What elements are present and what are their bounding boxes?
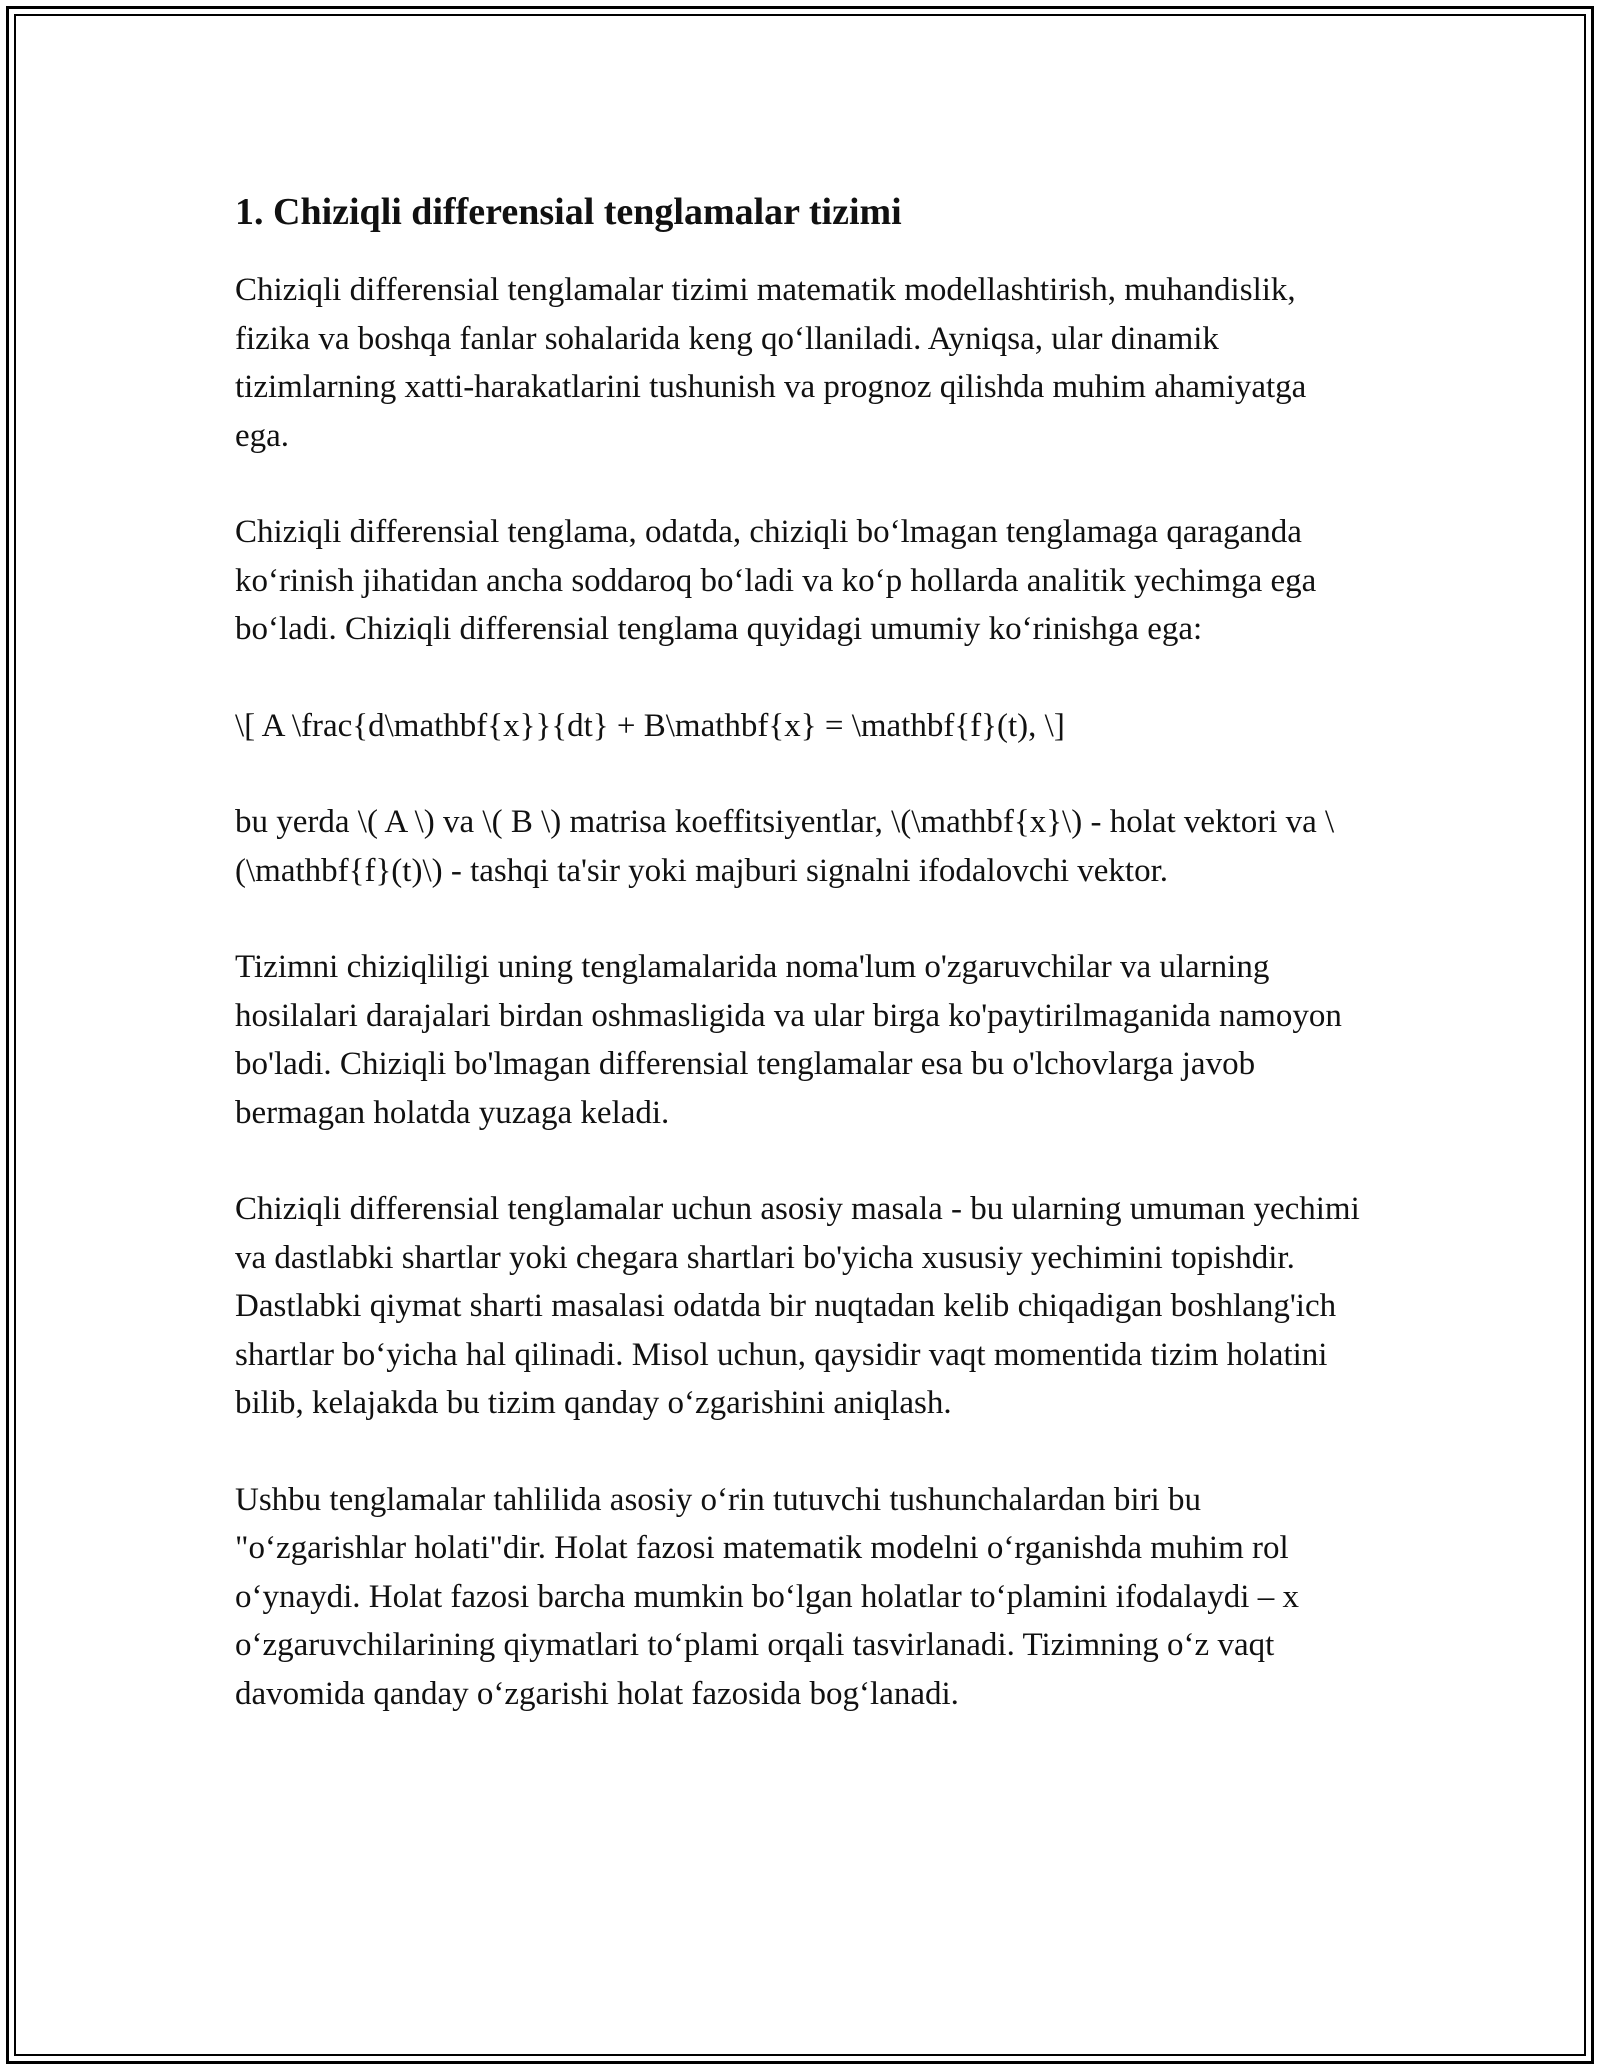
paragraph-intro: Chiziqli differensial tenglamalar tizimi matematik modellashtirish, muhandislik, fizika va boshqa fanlar sohalarida keng qoʻllaniladi. Ayniqsa, ular dinamik tizimlarning xatti-harakatlarini tushunish va prognoz qilishda muhim ahamiyatga ega. — [235, 272, 1307, 454]
paragraph-state-space: Ushbu tenglamalar tahlilida asosiy oʻrin tutuvchi tushunchalardan biri bu "oʻzgarishlar holati"dir. Holat fazosi matematik modelni oʻrganishda muhim rol oʻynaydi. Holat fazosi barcha mumkin boʻlgan holatlar toʻplamini ifodalaydi – x oʻzgaruvchilarining qiymatlari toʻplami orqali tasvirlanadi. Tizimning oʻz vaqt davomida qanday oʻzgarishi holat fazosida bogʻlanadi. — [235, 1481, 1299, 1712]
paragraph-definitions: bu yerda \( A \) va \( B \) matrisa koeffitsiyentlar, \(\mathbf{x}\) - holat vektori va \(\mathbf{f}(t)\) - tashqi ta'sir yoki majburi signalni ifodalovchi vektor. — [235, 804, 1335, 889]
document-body — [235, 186, 1365, 1766]
equation-line: \[ A \frac{d\mathbf{x}}{dt} + B\mathbf{x} = \mathbf{f}(t), \] — [235, 707, 1065, 744]
section-heading: 1. Chiziqli differensial tenglamalar tizimi — [235, 191, 902, 233]
paragraph-general-form: Chiziqli differensial tenglama, odatda, chiziqli boʻlmagan tenglamaga qaraganda koʻrinish jihatidan ancha soddaroq boʻladi va koʻp hollarda analitik yechimga ega boʻladi. Chiziqli differensial tenglama quyidagi umumiy koʻrinishga ega: — [235, 514, 1317, 647]
paragraph-main-problem: Chiziqli differensial tenglamalar uchun asosiy masala - bu ularning umuman yechimi va dastlabki shartlar yoki chegara shartlari bo'yicha xususiy yechimini topishdir. Dastlabki qiymat sharti masalasi odatda bir nuqtadan kelib chiqadigan boshlang'ich shartlar boʻyicha hal qilinadi. Misol uchun, qaysidir vaqt momentida tizim holatini bilib, kelajakda bu tizim qanday oʻzgarishini aniqlash. — [235, 1191, 1360, 1421]
paragraph-linearity: Tizimni chiziqliligi uning tenglamalarida noma'lum o'zgaruvchilar va ularning hosilalari darajalari birdan oshmasligida va ular birga ko'paytirilmaganida namoyon bo'ladi. Chiziqli bo'lmagan differensial tenglamalar esa bu o'lchovlarga javob bermagan holatda yuzaga keladi. — [235, 949, 1342, 1131]
